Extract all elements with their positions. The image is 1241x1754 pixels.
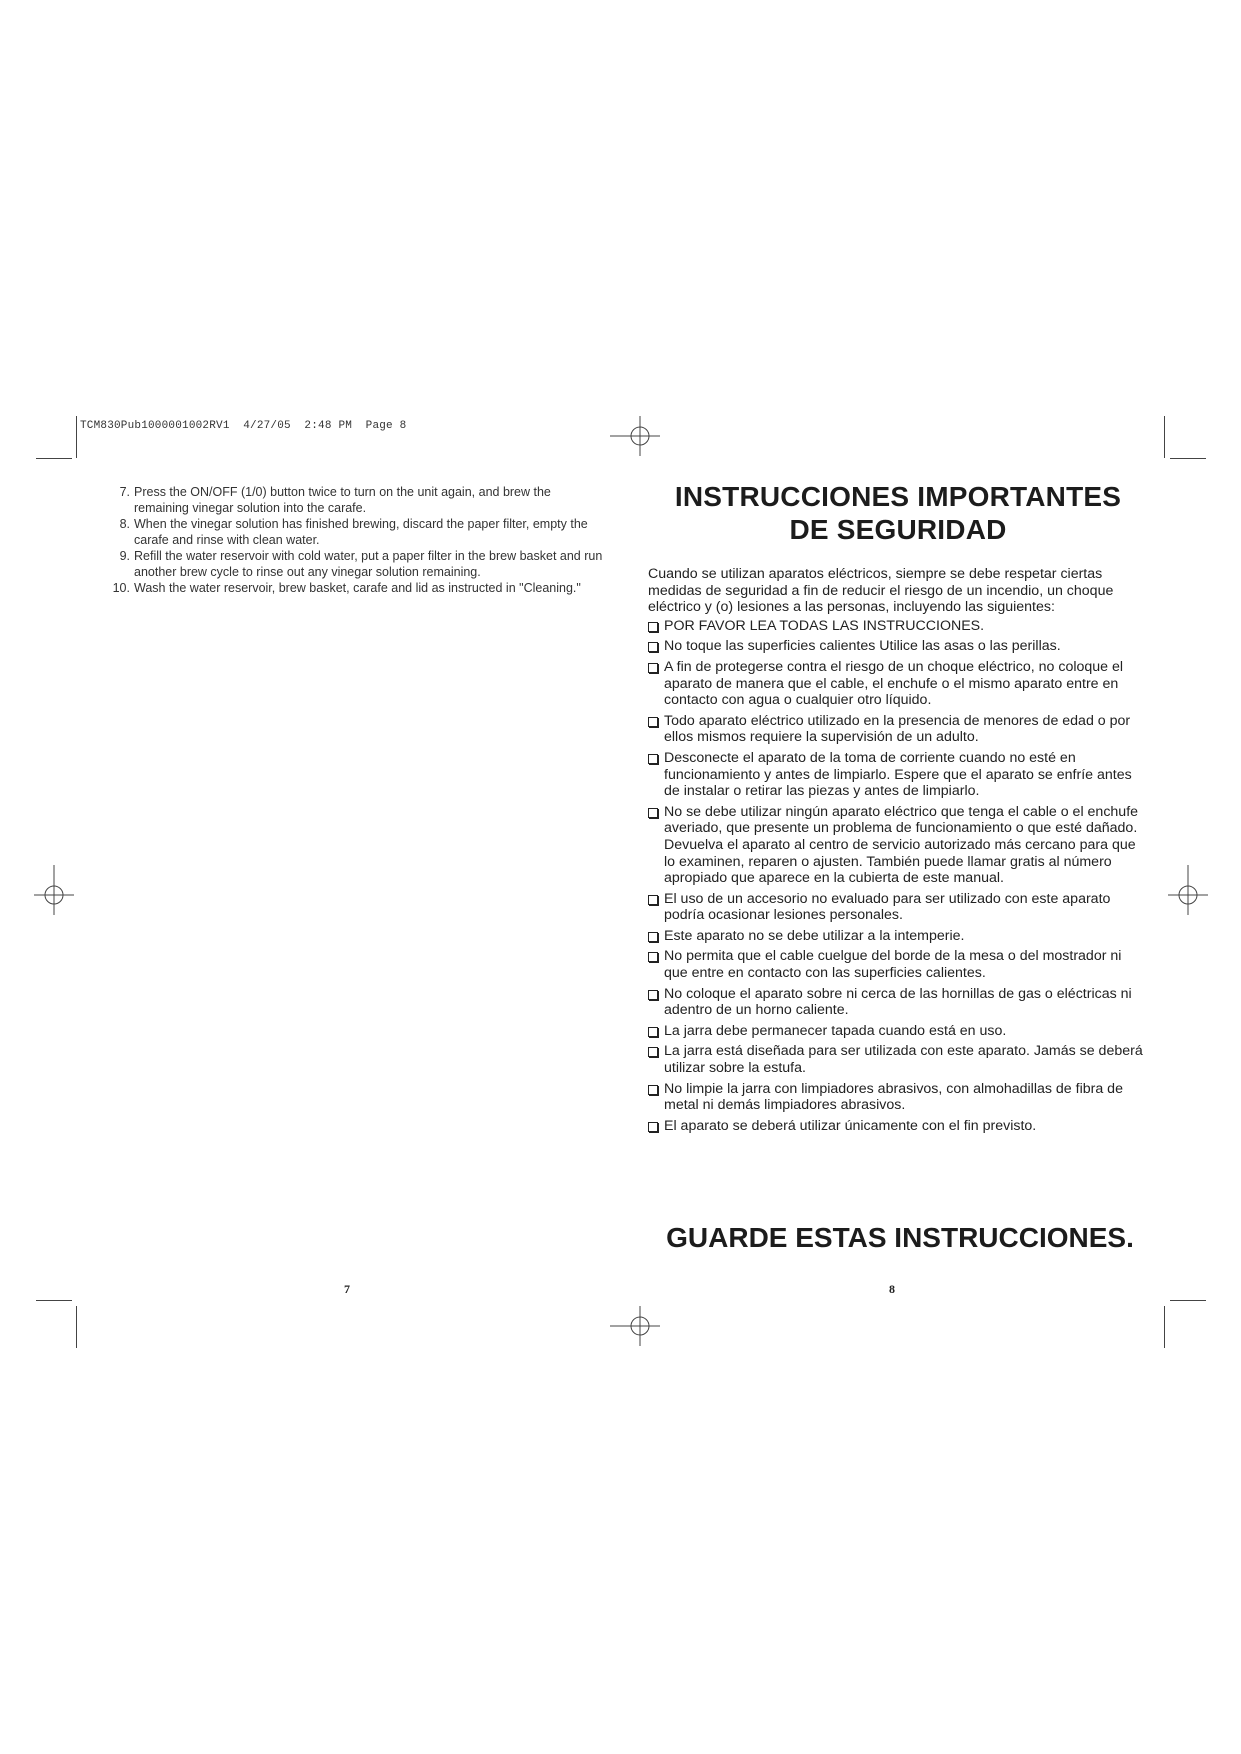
crop-mark-bottom-left-horizontal [36, 1300, 72, 1301]
checkbox-icon [648, 895, 658, 905]
title-line-2: DE SEGURIDAD [789, 514, 1007, 545]
list-item [648, 928, 1148, 945]
rule-text: Todo aparato eléctrico utilizado en la presencia de menores de edad o por ellos mismos requiere la supervisión de un adulto. [664, 712, 1131, 746]
page-title [648, 480, 1148, 546]
step-item [108, 516, 603, 548]
crop-mark-top-right-horizontal [1170, 458, 1206, 459]
checkbox-icon [648, 642, 658, 652]
rule-text: No limpie la jarra con limpiadores abrasivos, con almohadillas de fibra de metal ni demás limpiadores abrasivos. [664, 1080, 1123, 1114]
checkbox-icon [648, 932, 658, 942]
step-item [108, 580, 603, 596]
list-item [648, 891, 1148, 924]
rule-text: El uso de un accesorio no evaluado para ser utilizado con este aparato podría ocasionar lesiones personales. [664, 890, 1111, 924]
rule-text: No se debe utilizar ningún aparato eléctrico que tenga el cable o el enchufe averiado, que presente un problema de funcionamiento o que esté dañado. Devuelva el aparato al centro de servicio autorizado más cercano para que lo examinen, reparen o ajusten. También puede llamar gratis al número apropiado que aparece en la cubierta de este manual. [664, 803, 1139, 887]
step-text: Wash the water reservoir, brew basket, carafe and lid as instructed in "Cleaning." [134, 581, 581, 595]
cleaning-steps-list [108, 484, 603, 596]
checkbox-icon [648, 1047, 658, 1057]
step-number: 9. [119, 549, 130, 563]
rule-text: No toque las superficies calientes Utilice las asas o las perillas. [664, 638, 1061, 655]
step-number: 10. [112, 581, 130, 595]
crop-mark-top-right-vertical [1164, 416, 1165, 458]
checkbox-icon [648, 1122, 658, 1132]
rule-text: No permita que el cable cuelgue del borde de la mesa o del mostrador ni que entre en contacto con las superficies calientes. [664, 948, 1122, 982]
list-item [648, 638, 1148, 655]
crop-mark-bottom-left-vertical [76, 1306, 77, 1348]
checkbox-icon [648, 990, 658, 1000]
checkbox-icon [648, 717, 658, 727]
step-item [108, 548, 603, 580]
intro-paragraph: Cuando se utilizan aparatos eléctricos, siempre se debe respetar ciertas medidas de seguridad a fin de reducir el riesgo de un incendio, un choque eléctrico y (o) lesiones a las personas, incluyendo las siguientes: [648, 566, 1114, 616]
list-item [648, 1023, 1148, 1040]
print-slug: TCM830Pub1000001002RV1 4/27/05 2:48 PM Page 8 [80, 420, 407, 432]
title-line-1: INSTRUCCIONES IMPORTANTES [674, 481, 1122, 512]
checkbox-icon [648, 952, 658, 962]
step-number: 7. [119, 485, 130, 499]
rule-text: POR FAVOR LEA TODAS LAS INSTRUCCIONES. [664, 617, 985, 634]
checkbox-icon [648, 754, 658, 764]
checkbox-icon [648, 1027, 658, 1037]
checkbox-icon [648, 1085, 658, 1095]
step-text: Press the ON/OFF (1/0) button twice to turn on the unit again, and brew the remaining vinegar solution into the carafe. [134, 485, 551, 515]
rule-text: A fin de protegerse contra el riesgo de un choque eléctrico, no coloque el aparato de manera que el cable, el enchufe o el mismo aparato entre en contacto con agua o cualquier otro líquido. [664, 658, 1124, 709]
list-item [648, 986, 1148, 1019]
list-item [648, 1043, 1148, 1076]
step-number: 8. [119, 517, 130, 531]
checkbox-icon [648, 663, 658, 673]
step-text: When the vinegar solution has finished brewing, discard the paper filter, empty the carafe and rinse with clean water. [134, 517, 588, 547]
safety-instructions [648, 480, 1148, 1138]
step-text: Refill the water reservoir with cold water, put a paper filter in the brew basket and run another brew cycle to rinse out any vinegar solution remaining. [134, 549, 603, 579]
registration-mark-bottom-icon [600, 1306, 660, 1346]
list-item [648, 1081, 1148, 1114]
safety-rule-list [648, 618, 1148, 1135]
list-item [648, 948, 1148, 981]
rule-text: Este aparato no se debe utilizar a la intemperie. [664, 927, 965, 944]
rule-text: No coloque el aparato sobre ni cerca de las hornillas de gas o eléctricas ni adentro de un horno caliente. [664, 985, 1132, 1019]
list-item [648, 618, 1148, 635]
page-number-right: 8 [889, 1282, 895, 1296]
list-item [648, 659, 1148, 709]
crop-mark-top-left-vertical [76, 416, 77, 458]
registration-mark-right-icon [1168, 855, 1208, 915]
crop-mark-top-left-horizontal [36, 458, 72, 459]
registration-mark-left-icon [34, 855, 74, 915]
list-item [648, 750, 1148, 800]
checkbox-icon [648, 808, 658, 818]
rule-text: La jarra debe permanecer tapada cuando está en uso. [664, 1022, 1007, 1039]
list-item [648, 804, 1148, 887]
list-item [648, 713, 1148, 746]
list-item [648, 1118, 1148, 1135]
rule-text: La jarra está diseñada para ser utilizada con este aparato. Jamás se deberá utilizar sobre la estufa. [664, 1043, 1143, 1077]
crop-mark-bottom-right-horizontal [1170, 1300, 1206, 1301]
step-item [108, 484, 603, 516]
page-number-left: 7 [344, 1282, 350, 1296]
registration-mark-top-icon [600, 416, 660, 456]
rule-text: El aparato se deberá utilizar únicamente con el fin previsto. [664, 1117, 1037, 1134]
checkbox-icon [648, 622, 658, 632]
crop-mark-bottom-right-vertical [1164, 1306, 1165, 1348]
rule-text: Desconecte el aparato de la toma de corriente cuando no esté en funcionamiento y antes de limpiarlo. Espere que el aparato se enfríe antes de instalar o retirar las piezas y antes de limpiarlo. [664, 749, 1132, 800]
footer-title: GUARDE ESTAS INSTRUCCIONES. [666, 1222, 1134, 1253]
